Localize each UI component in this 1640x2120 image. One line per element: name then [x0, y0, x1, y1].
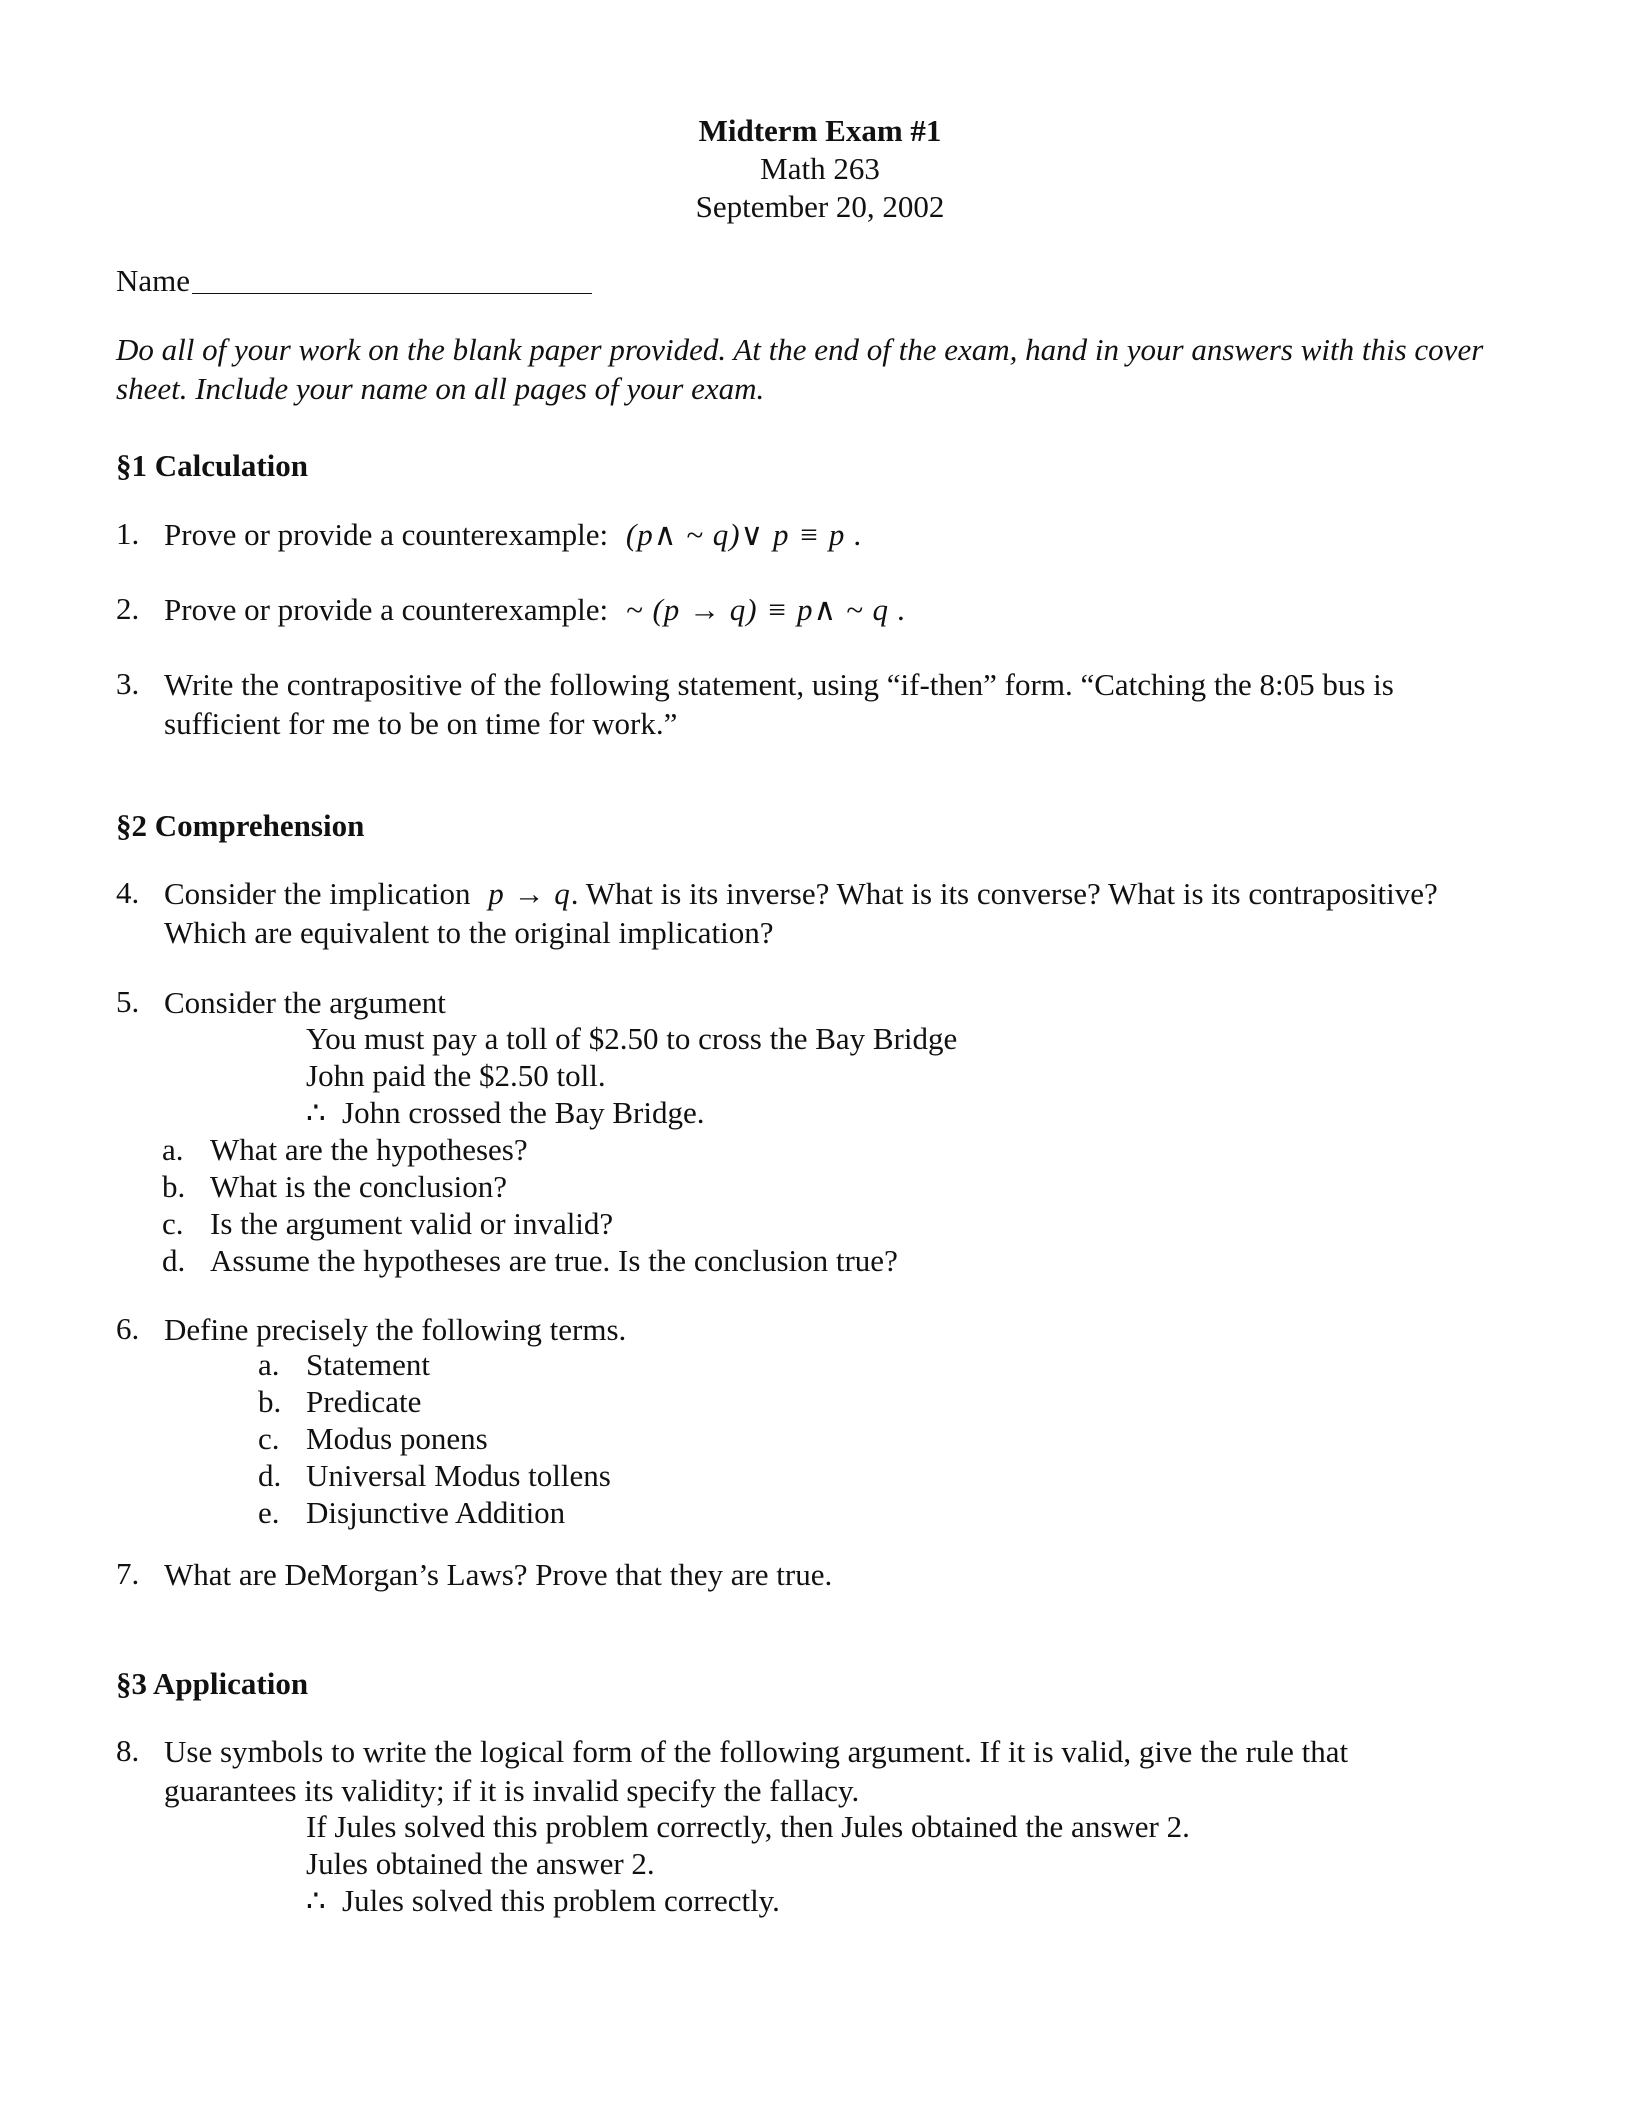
list-item: a. Statement: [258, 1347, 430, 1382]
question-text: Prove or provide a counterexample:: [164, 592, 609, 627]
argument-premise: You must pay a toll of $2.50 to cross the Bay Bridge: [306, 1021, 958, 1056]
question-4: [116, 874, 1516, 952]
list-item: a. What are the hypotheses?: [162, 1132, 528, 1167]
question-number: 7.: [116, 1556, 140, 1591]
argument-block-q8: [306, 1808, 1190, 1919]
therefore-symbol: ∴: [306, 1095, 326, 1130]
name-field-row: [116, 262, 592, 300]
list-item: b. Predicate: [258, 1384, 422, 1419]
question-7: [116, 1555, 1516, 1594]
exam-date: September 20, 2002: [695, 189, 945, 224]
question-number: 4.: [116, 875, 140, 910]
question-5: [116, 983, 1516, 1022]
exam-title: Midterm Exam #1: [698, 113, 942, 148]
question-text: Use symbols to write the logical form of the following argument. If it is valid, give the rule that guarantees its validity; if it is invalid specify the fallacy.: [164, 1734, 1349, 1808]
question-formula: p → q: [488, 876, 571, 911]
list-item: d. Assume the hypotheses are true. Is the conclusion true?: [162, 1243, 898, 1278]
argument-block-q5: [306, 1020, 957, 1131]
question-number: 8.: [116, 1733, 140, 1768]
question-2: [116, 590, 1516, 629]
question-number: 2.: [116, 591, 140, 626]
list-item: c. Modus ponens: [258, 1421, 488, 1456]
argument-conclusion-row: [306, 1882, 1190, 1919]
argument-conclusion-row: [306, 1094, 957, 1131]
question-5-parts: [162, 1131, 898, 1279]
therefore-symbol: ∴: [306, 1883, 326, 1918]
list-item: e. Disjunctive Addition: [258, 1495, 566, 1530]
question-3: [116, 665, 1516, 743]
list-item: c. Is the argument valid or invalid?: [162, 1206, 614, 1241]
question-text: Prove or provide a counterexample:: [164, 517, 609, 552]
question-text-continued: . What is its inverse? What is its converse? What is its contrapositive? Which are equivalent to the original implication?: [164, 876, 1438, 950]
argument-conclusion: John crossed the Bay Bridge.: [342, 1095, 705, 1130]
exam-header: [0, 112, 1640, 226]
section-heading-application: §3 Application: [116, 1666, 309, 1701]
name-label: Name: [116, 263, 191, 298]
question-number: 5.: [116, 984, 140, 1019]
argument-conclusion: Jules solved this problem correctly.: [342, 1883, 780, 1918]
question-formula: (p∧ ~ q)∨ p ≡ p .: [625, 517, 863, 552]
list-item: b. What is the conclusion?: [162, 1169, 507, 1204]
question-number: 6.: [116, 1311, 140, 1346]
question-text: What are DeMorgan’s Laws? Prove that they are true.: [164, 1557, 833, 1592]
section-heading-calculation: §1 Calculation: [116, 448, 309, 483]
name-blank-line[interactable]: [192, 293, 592, 294]
question-text: Write the contrapositive of the following statement, using “if-then” form. “Catching the 8:05 bus is sufficient for me to be on time for work.”: [164, 667, 1394, 741]
argument-premise: If Jules solved this problem correctly, then Jules obtained the answer 2.: [306, 1809, 1190, 1844]
question-number: 3.: [116, 666, 140, 701]
argument-premise: John paid the $2.50 toll.: [306, 1058, 606, 1093]
argument-premise: Jules obtained the answer 2.: [306, 1846, 655, 1881]
question-text: Consider the argument: [164, 985, 446, 1020]
question-formula: ~ (p → q) ≡ p∧ ~ q .: [625, 592, 907, 627]
question-8: [116, 1732, 1516, 1810]
question-6-parts: [258, 1346, 611, 1531]
question-1: [116, 515, 1516, 554]
question-text: Consider the implication: [164, 876, 471, 911]
question-text: Define precisely the following terms.: [164, 1312, 627, 1347]
list-item: d. Universal Modus tollens: [258, 1458, 611, 1493]
course-name: Math 263: [760, 151, 880, 186]
section-heading-comprehension: §2 Comprehension: [116, 808, 365, 843]
question-number: 1.: [116, 516, 140, 551]
question-6: [116, 1310, 1516, 1349]
instructions: Do all of your work on the blank paper provided. At the end of the exam, hand in your answers with this cover sheet. Include your name on all pages of your exam.: [116, 332, 1484, 406]
